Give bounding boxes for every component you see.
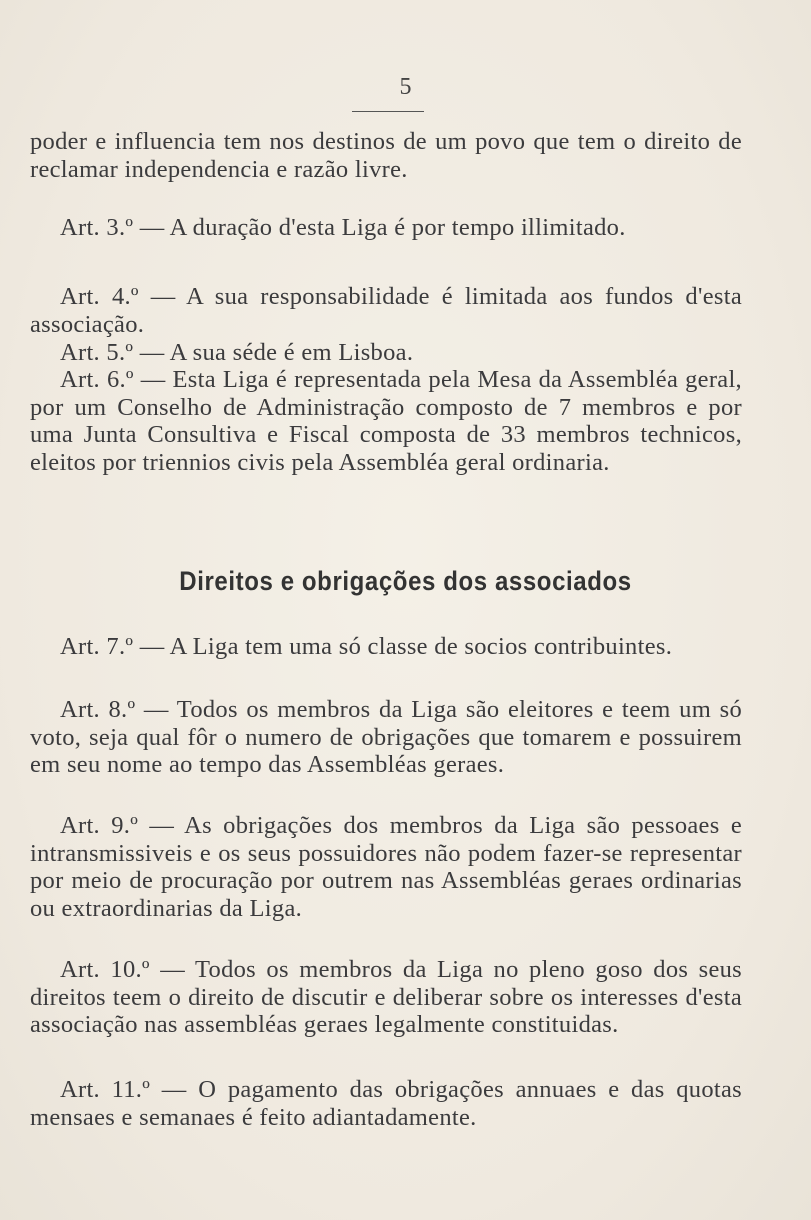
paragraph-art-3: Art. 3.º — A duração d'esta Liga é por tempo illimitado. xyxy=(60,214,626,241)
paragraph-intro: poder e influencia tem nos destinos de um povo que tem o direito de reclamar independencia e razão livre. xyxy=(30,128,742,183)
section-heading: Direitos e obrigações dos associados xyxy=(179,566,632,597)
page-number-rule xyxy=(352,111,424,112)
paragraph-art-7: Art. 7.º — A Liga tem uma só classe de socios contribuintes. xyxy=(60,633,673,660)
paragraph-art-9: Art. 9.º — As obrigações dos membros da Liga são pessoaes e intransmissiveis e os seus possuidores não podem fazer-se representar por meio de procuração por outrem nas Assembléas geraes ordinarias ou extraordinarias da Liga. xyxy=(30,812,742,922)
paragraph-art-10: Art. 10.º — Todos os membros da Liga no pleno goso dos seus direitos teem o direito de discutir e deliberar sobre os interesses d'esta associação nas assembléas geraes legalmente constituidas. xyxy=(30,956,742,1038)
page-number: 5 xyxy=(399,74,412,100)
paragraph-art-8: Art. 8.º — Todos os membros da Liga são eleitores e teem um só voto, seja qual fôr o numero de obrigações que tomarem e possuirem em seu nome ao tempo das Assembléas geraes. xyxy=(30,696,742,778)
paragraph-art-11: Art. 11.º — O pagamento das obrigações annuaes e das quotas mensaes e semanaes é feito adiantadamente. xyxy=(30,1076,742,1131)
paragraph-art-6: Art. 6.º — Esta Liga é representada pela Mesa da Assembléa geral, por um Conselho de Administração composto de 7 membros e por uma Junta Consultiva e Fiscal composta de 33 membros technicos, eleitos por triennios civis pela Assembléa geral ordinaria. xyxy=(30,366,742,476)
paragraph-art-5: Art. 5.º — A sua séde é em Lisboa. xyxy=(60,339,414,366)
paragraph-art-4: Art. 4.º — A sua responsabilidade é limitada aos fundos d'esta associação. xyxy=(30,283,742,338)
